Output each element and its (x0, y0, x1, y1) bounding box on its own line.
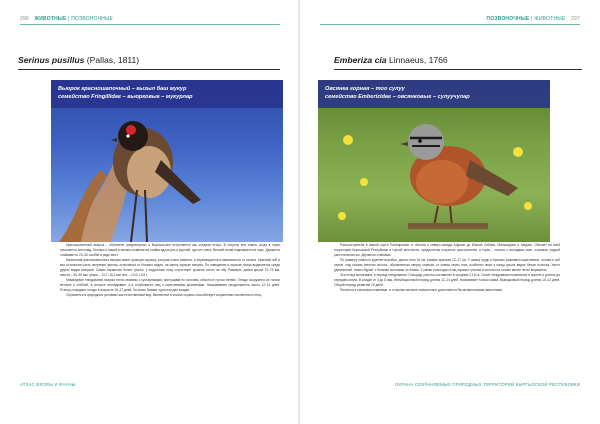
right-page-number: 297 (571, 16, 580, 22)
left-page-number: 296 (20, 16, 29, 22)
left-running-head: 296 ЖИВОТНЫЕ | ПОЗВОНОЧНЫЕ (20, 16, 114, 22)
right-caption-line1: Овсянка горная – тоо сулуу (325, 86, 405, 92)
right-body-text (334, 243, 560, 293)
right-paragraph: Питается в основном семенами, в то время питание значительно дополняется беспозвоночными животными. (340, 288, 503, 293)
right-running-head: ПОЗВОНОЧНЫЕ | ЖИВОТНЫЕ 297 (486, 16, 580, 22)
right-paragraph: По размеру немного крупнее воробья: длина тела 16 см, размах крыльев 22–27 см. У самца грудь и брюшко рыжевато-коричневые, голова и зоб серые, над глазом светлая полоса, обрамленная сверху черным, от клюва через глаз, особенно ниже к концу крыла видна белая полоска. Хвост удлиненный, темно-бурый, с белыми полосами по бокам. У самки и молодых птиц окраска тусклая и полосы на голове менее четко выражены. (334, 258, 560, 272)
right-paragraph: Эта птица моногамна, в период гнездования. Площадь участка составляет в среднем 2,15 га. Сезон гнездования начинается в апреле и длится до середины июня. В кладке от 4 до 6 яиц. Инкубационный период длится 12–14 дней. Насиживает только самка. Выводковый период длится 10–12 дней. Общий период развития 20 дней. (334, 273, 560, 287)
left-species-author: (Pallas, 1811) (86, 55, 140, 65)
left-caption-line1: Вьюрок красношапочный – кызыл баш мукур (58, 86, 187, 92)
right-caption-band (318, 80, 550, 108)
left-title-rule (18, 69, 280, 70)
right-header-rule (320, 24, 580, 25)
left-section: ЖИВОТНЫЕ (34, 16, 67, 22)
left-caption-band (51, 80, 283, 108)
right-species-latin: Emberiza cia (334, 55, 387, 65)
right-section: ПОЗВОНОЧНЫЕ (486, 16, 530, 22)
left-subsection: ПОЗВОНОЧНЫЕ (71, 16, 114, 22)
left-paragraph: Красношапочный вьюрок – обитатель среднегорных в Кыргызстане встречается как оседлая птица. В сторону юга семья, когда в горах начинается снегопад. Осенью и зимой в низины появляется стайка вдоль рек и ущелий, где нет снега. Весной снова поднимается в горы. Держится стайками по 20–30 особей в ряде мест. (60, 243, 280, 257)
left-paragraph: Охраняется в природных условиях как естественный вид. Включение в список охраны способствует сохранению численности птиц. (66, 292, 263, 297)
right-species-title (334, 55, 448, 65)
left-species-latin: Serinus pusillus (18, 55, 85, 65)
left-paragraph: Межвидные гнездования вьюрка тесно связаны с кустарниками, растущими по склонам, обычно в густых ветвях. Гнездо сооружено из тонких веточек и стеблей, в которое откладывает 4–5 голубоватых яиц с коричневыми крапинками. Насиживание продолжается около 12–14 дней. Птенцы покидают гнездо в возрасте 15–17 дней. За сезон бывает одна или две кладки. (60, 277, 280, 292)
left-header-rule (20, 24, 280, 25)
right-page (300, 0, 600, 424)
right-subsection: ЖИВОТНЫЕ (534, 16, 566, 22)
left-species-title (18, 55, 139, 65)
right-bird-photo (318, 80, 550, 242)
right-footer: ОХРАНА СОХРАНЯЕМЫХ ПРИРОДНЫХ ТЕРРИТОРИЙ КЫРГЫЗСКОЙ РЕСПУБЛИКИ (394, 382, 580, 387)
left-body-text (60, 243, 280, 298)
left-footer: АТЛАС ФЛОРЫ И ФАУНЫ (20, 382, 76, 387)
right-species-author: Linnaeus, 1766 (388, 55, 448, 65)
right-caption (325, 85, 545, 101)
left-bird-photo (51, 80, 283, 242)
right-paragraph: Распространена в южной части Палеарктики от Англии и северо-запада Африки до Южной Сибири, Маньчжурии и Амурия. Обитает на всей территории Кыргызской Республики в горной местности, предпочитая открытые пространства, в горах – склоны с выходами скал, осыпями, редкой растительностью. Держится стайками. (334, 243, 560, 257)
left-paragraph: Населения красношапочного вьюрка имеет красную окраску, которая очень заметна, и перемещается в зависимости от сезона. Красный лоб и вся остальная часть оперения черная, отличается от близких видов, на смену окраске вьюрка. По поведению и окраске птица выделяется среди других видов вьюрков. Самки окрашены более тускло, у подросших птиц отсутствует красное пятно на лбу. Размеры: длина крыла 73–79 мм, хвоста – 53–59 мм, цевки – 13,7–15,2 мм, вес – 10,0–13,5 г. (60, 258, 280, 277)
right-title-rule (334, 69, 582, 70)
left-caption-line2: семейство Fringillidae – вьюрковые – мукурлар (58, 94, 193, 100)
left-caption (58, 85, 278, 101)
right-caption-line2: семейство Emberizidae – овсянковые – сулуучулар (325, 94, 470, 100)
